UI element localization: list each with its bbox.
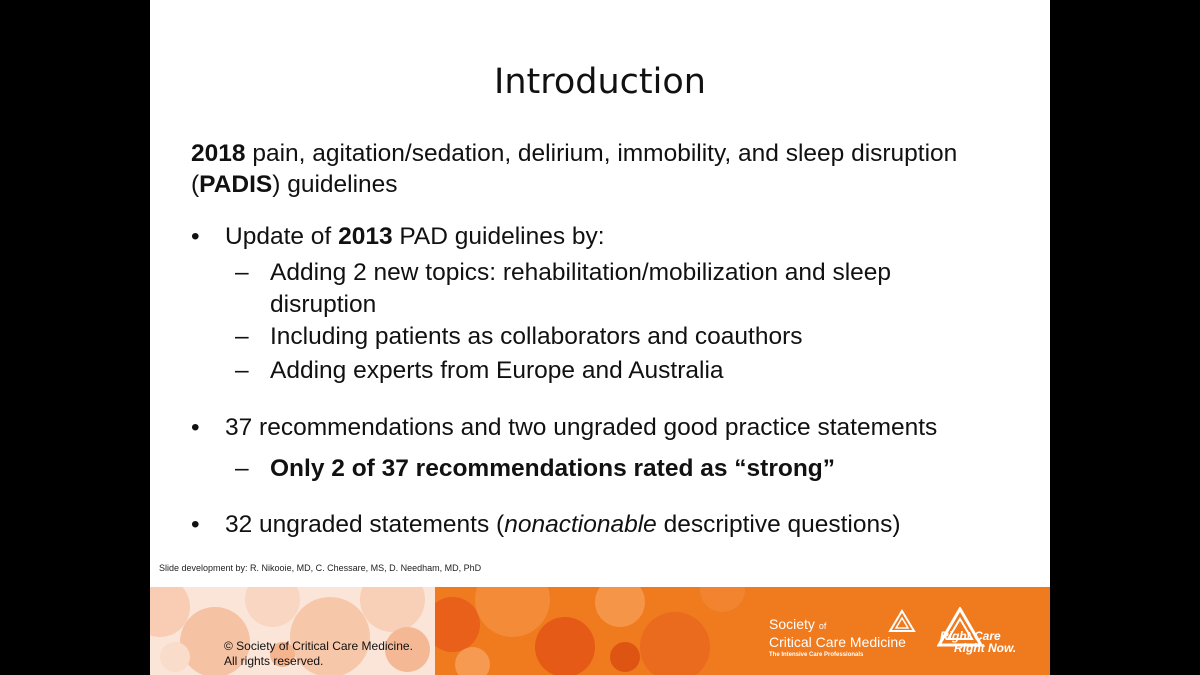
logo-society: Society bbox=[769, 616, 815, 632]
slide-title: Introduction bbox=[494, 62, 706, 102]
intro-paragraph bbox=[191, 138, 1041, 200]
logo-tagline: The Intensive Care Professionals bbox=[769, 652, 864, 658]
bullet-update-year: 2013 bbox=[338, 223, 393, 250]
sub-item-strong-text: Only 2 of 37 recommendations rated as “strong” bbox=[270, 455, 836, 482]
intro-acronym: PADIS bbox=[199, 171, 273, 198]
sub-marker: – bbox=[235, 455, 249, 482]
bullet-update-post: PAD guidelines by: bbox=[392, 223, 605, 250]
sccm-mountain-icon bbox=[888, 609, 916, 633]
slide-credit: Slide development by: R. Nikooie, MD, C. Chessare, MS, D. Needham, MD, PhD bbox=[159, 563, 482, 573]
badge-line-1: Right Care bbox=[940, 629, 1001, 643]
bullet-marker: • bbox=[191, 414, 200, 441]
sub-item-text: Including patients as collaborators and coauthors bbox=[270, 323, 803, 350]
bullet-ungraded-text bbox=[225, 509, 901, 540]
sub-item-text: Adding 2 new topics: rehabilitation/mobilization and sleep disruption bbox=[270, 259, 892, 318]
bullet-recommendations-text: 37 recommendations and two ungraded good practice statements bbox=[225, 414, 938, 441]
bullet-ungraded-emphasis: nonactionable bbox=[504, 511, 657, 538]
bullet-update-text bbox=[225, 221, 605, 252]
intro-year: 2018 bbox=[191, 140, 246, 167]
sub-marker: – bbox=[235, 323, 249, 350]
bullet-update-pre: Update of bbox=[225, 223, 339, 250]
logo-of: of bbox=[818, 621, 827, 631]
badge-line-2: Right Now. bbox=[954, 641, 1017, 655]
slide bbox=[150, 0, 1050, 675]
copyright-line-1: © Society of Critical Care Medicine. bbox=[224, 639, 413, 653]
bullet-marker: • bbox=[191, 511, 200, 538]
footer-banner bbox=[150, 587, 1050, 675]
sub-item-text: Adding experts from Europe and Australia bbox=[270, 357, 724, 384]
footer-decoration-left bbox=[150, 587, 435, 675]
sub-marker: – bbox=[235, 357, 249, 384]
logo-name: Critical Care Medicine bbox=[769, 634, 906, 650]
sub-marker: – bbox=[235, 259, 249, 286]
bullet-marker: • bbox=[191, 223, 200, 250]
sccm-logo bbox=[769, 617, 906, 660]
copyright-line-2: All rights reserved. bbox=[224, 654, 324, 668]
bullet-ungraded-post: descriptive questions) bbox=[656, 511, 901, 538]
right-care-badge bbox=[940, 630, 1016, 654]
intro-text-2: ) guidelines bbox=[272, 171, 398, 198]
intro-text-1: pain, agitation/sedation, delirium, immobility, and sleep disruption ( bbox=[191, 140, 958, 198]
bullet-ungraded-pre: 32 ungraded statements ( bbox=[225, 511, 505, 538]
copyright-notice bbox=[224, 639, 413, 669]
